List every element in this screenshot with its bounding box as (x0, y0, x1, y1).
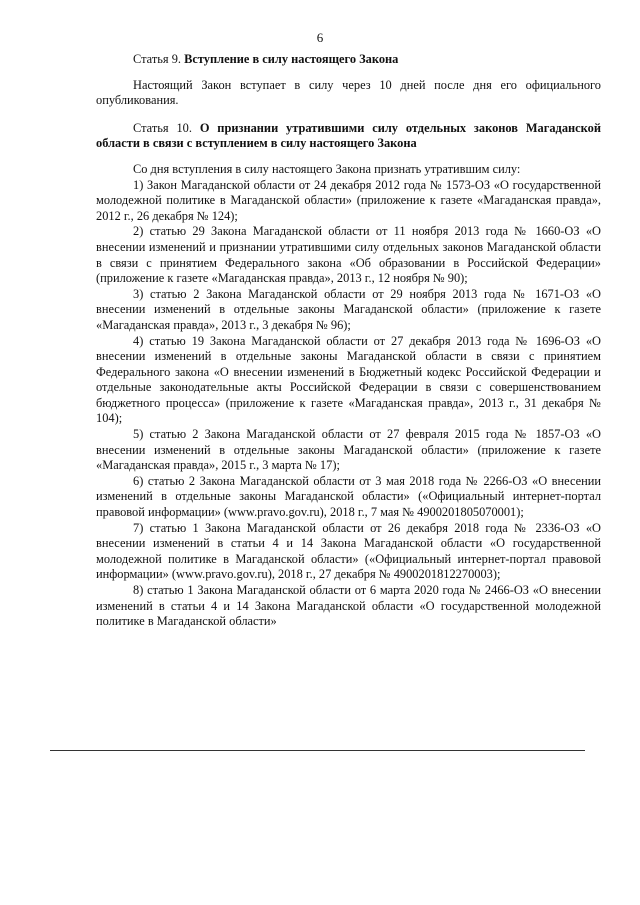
list-item-1: 1) Закон Магаданской области от 24 декабря 2012 года № 1573-ОЗ «О государственной молодежной политике в Магаданской области» (приложение к газете «Магаданская правда», 2012 г., 26 декабря № 124); (96, 177, 601, 223)
article-9-heading (96, 52, 601, 68)
list-item-8: 8) статью 1 Закона Магаданской области от 6 марта 2020 года № 2466-ОЗ «О внесении изменений в статьи 4 и 14 Закона Магаданской области «О государственной молодежной политике в Магаданской области» (96, 583, 601, 629)
list-item-5: 5) статью 2 Закона Магаданской области от 27 февраля 2015 года № 1857-ОЗ «О внесении изменений в отдельные законы Магаданской области» (приложение к газете «Магаданская правда», 2015 г., 3 марта № 17); (96, 427, 601, 473)
list-item-6: 6) статью 2 Закона Магаданской области от 3 мая 2018 года № 2266-ОЗ «О внесении изменений в отдельные законы Магаданской области» («Официальный интернет-портал правовой информации» (www.pravo.gov.ru), 2018 г., 7 мая № 4900201805070001); (96, 473, 601, 520)
page-number: 6 (316, 30, 324, 45)
document-body (96, 52, 601, 630)
list-item-7: 7) статью 1 Закона Магаданской области от 26 декабря 2018 года № 2336-ОЗ «О внесении изменений в статьи 4 и 14 Закона Магаданской области «О государственной молодежной политике в Магаданской области» («Официальный интернет-портал правовой информации» (www.pravo.gov.ru), 2018 г., 27 декабря № 4900201812270003); (96, 520, 601, 582)
article-9-title: Вступление в силу настоящего Закона (184, 52, 399, 66)
list-item-4: 4) статью 19 Закона Магаданской области от 27 декабря 2013 года № 1696-ОЗ «О внесении изменений в отдельные законы Магаданской области в связи с принятием Федерального закона «О внесении изменений в Бюджетный кодекс Российской Федерации и отдельные законодательные акты Российской Федерации в связи с совершенствованием бюджетного процесса» (приложение к газете «Магаданская правда», 2013 г., 31 декабря № 104); (96, 333, 601, 426)
article-9-text: Настоящий Закон вступает в силу через 10 дней после дня его официального опубликования. (96, 77, 601, 108)
article-10-intro: Со дня вступления в силу настоящего Закона признать утратившим силу: (133, 161, 521, 176)
article-10-heading (96, 121, 601, 152)
bottom-divider (50, 750, 585, 751)
list-item-3: 3) статью 2 Закона Магаданской области от 29 ноября 2013 года № 1671-ОЗ «О внесении изменений в отдельные законы Магаданской области» (приложение к газете «Магаданская правда», 2013 г., 3 декабря № 96); (96, 286, 601, 332)
article-10-prefix: Статья 10. (133, 120, 192, 135)
article-9-prefix: Статья 9. (133, 52, 182, 66)
article-10-title: О признании утратившими силу отдельных законов Магаданской области в связи с вступлением в силу настоящего Закона (96, 120, 601, 151)
list-item-2: 2) статью 29 Закона Магаданской области от 11 ноября 2013 года № 1660-ОЗ «О внесении изменений и признании утратившими силу отдельных законов Магаданской области в связи с принятием Федерального закона «Об образовании в Российской Федерации» (приложение к газете «Магаданская правда», 2013 г., 12 ноября № 90); (96, 224, 601, 286)
